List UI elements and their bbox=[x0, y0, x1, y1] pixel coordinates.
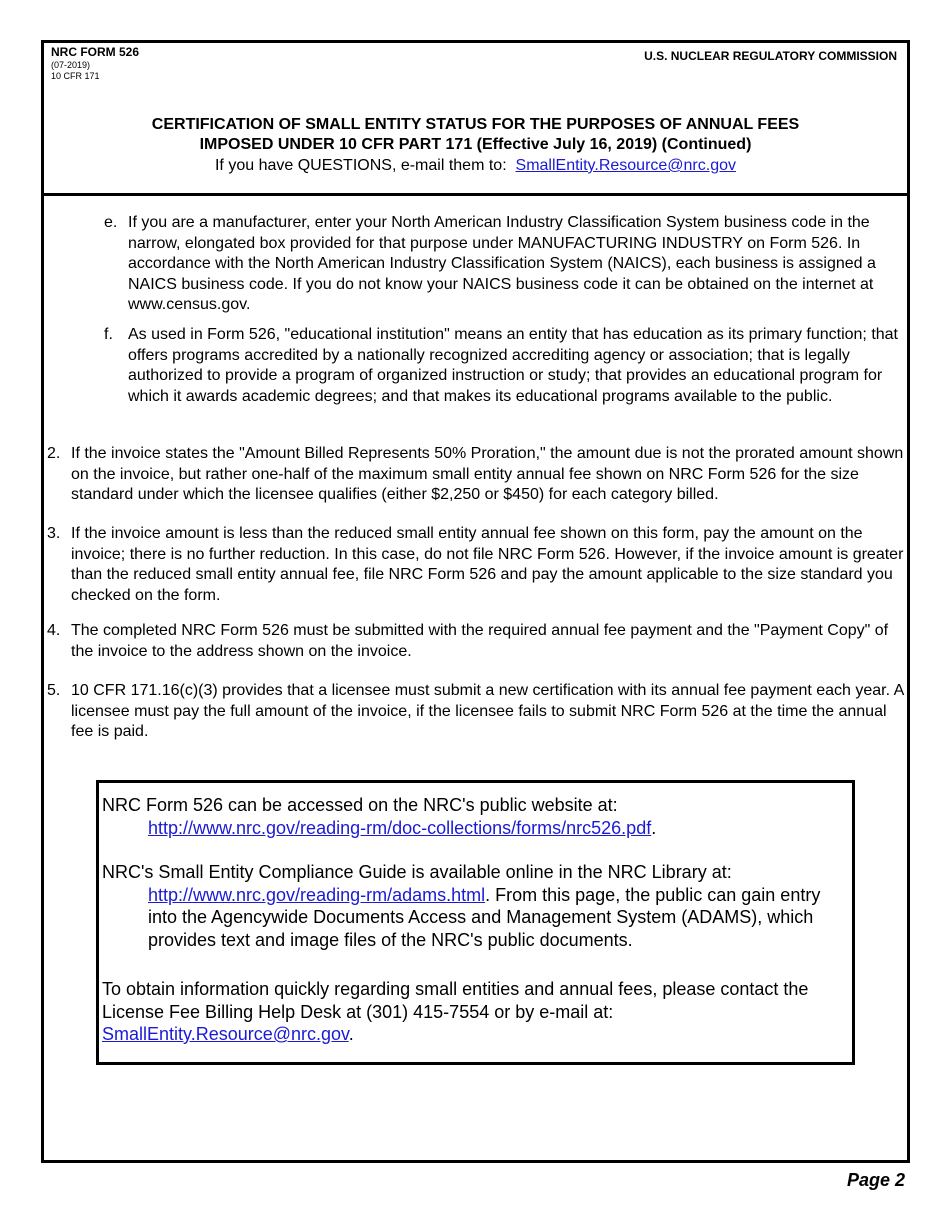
guide-suffix: From this page, the public can gain entry into the Agencywide Documents Access and Management System (ADAMS), which provides text and image files of the NRC's public documents. bbox=[148, 884, 821, 950]
form-id: NRC FORM 526 bbox=[51, 45, 140, 59]
contact-email-link[interactable]: SmallEntity.Resource@nrc.gov bbox=[102, 1024, 349, 1044]
page-title-line-2: IMPOSED UNDER 10 CFR PART 171 (Effective July 16, 2019) (Continued) bbox=[199, 136, 752, 153]
item-marker-2: 2. bbox=[47, 445, 61, 462]
form-access-paragraph: NRC Form 526 can be accessed on the NRC's public website at: http://www.nrc.gov/reading-rm/doc-collections/forms/nrc526.pdf. bbox=[102, 795, 657, 838]
contact-text: To obtain information quickly regarding small entities and annual fees, please contact the License Fee Billing Help Desk at (301) 415-7554 or by e-mail at: bbox=[102, 979, 809, 1022]
guide-link[interactable]: http://www.nrc.gov/reading-rm/adams.html bbox=[148, 884, 486, 905]
questions-text: If you have QUESTIONS, e-mail them to: bbox=[214, 157, 507, 174]
form-cfr-ref: 10 CFR 171 bbox=[51, 71, 100, 81]
guide-paragraph: NRC's Small Entity Compliance Guide is available online in the NRC Library at: http://www.nrc.gov/reading-rm/adams.html. From this page, the public can gain entry into the Agencywide Documents Access and Management System (ADAMS), which provides text and image files of the NRC's public documents. bbox=[102, 862, 821, 950]
item-marker-f: f. bbox=[104, 326, 113, 343]
page-title-line-1: CERTIFICATION OF SMALL ENTITY STATUS FOR THE PURPOSES OF ANNUAL FEES bbox=[151, 116, 800, 133]
item-4-text: The completed NRC Form 526 must be submitted with the required annual fee payment and the "Payment Copy" of the invoice to the address shown on the invoice. bbox=[71, 622, 889, 660]
page-number: Page 2 bbox=[846, 1170, 905, 1190]
resources-box bbox=[96, 780, 855, 1065]
item-marker-e: e. bbox=[104, 214, 118, 231]
guide-text: NRC's Small Entity Compliance Guide is available online in the NRC Library at: bbox=[102, 862, 732, 882]
form-revision: (07-2019) bbox=[51, 60, 91, 70]
item-3-text: If the invoice amount is less than the reduced small entity annual fee shown on this form, pay the amount on the invoice; there is no further reduction. In this case, do not file NRC Form 526. However, if the invoice amount is greater than the reduced small entity annual fee, file NRC Form 526 and pay the amount applicable to the size standard you checked on the form. bbox=[71, 525, 904, 604]
form-access-text: NRC Form 526 can be accessed on the NRC's public website at: bbox=[102, 795, 618, 815]
item-marker-5: 5. bbox=[47, 682, 61, 699]
item-5-text: 10 CFR 171.16(c)(3) provides that a licensee must submit a new certification with its annual fee payment each year. A licensee must pay the full amount of the invoice, if the licensee fails to submit NRC Form 526 at the time the annual fee is paid. bbox=[71, 682, 904, 741]
item-f-text: As used in Form 526, "educational institution" means an entity that has education as its primary function; that offers programs accredited by a nationally recognized accrediting agency or association; that is legally authorized to provide a program of organized instruction or study; that provides an educational program for which it awards academic degrees; and that makes its educational programs available to the public. bbox=[128, 326, 898, 405]
header-divider bbox=[41, 193, 910, 196]
form-access-link[interactable]: http://www.nrc.gov/reading-rm/doc-collections/forms/nrc526.pdf bbox=[148, 817, 652, 838]
questions-email-link[interactable]: SmallEntity.Resource@nrc.gov bbox=[515, 157, 736, 174]
item-2-text: If the invoice states the "Amount Billed Represents 50% Proration," the amount due is not the prorated amount shown on the invoice, but rather one-half of the maximum small entity annual fee shown on NRC Form 526 for the size standard under which the licensee qualifies (either $2,250 or $450) for each category billed. bbox=[71, 445, 904, 504]
item-marker-3: 3. bbox=[47, 525, 61, 542]
contact-paragraph: To obtain information quickly regarding small entities and annual fees, please contact the License Fee Billing Help Desk at (301) 415-7554 or by e-mail at: SmallEntity.Resource@nrc.gov. bbox=[102, 979, 809, 1044]
questions-line bbox=[44, 157, 907, 175]
item-e-text: If you are a manufacturer, enter your North American Industry Classification System business code in the narrow, elongated box provided for that purpose under MANUFACTURING INDUSTRY on Form 526. In accordance with the North American Industry Classification System (NAICS), each business is assigned a NAICS business code. If you do not know your NAICS business code it can be obtained on the internet at www.census.gov. bbox=[128, 214, 876, 314]
agency-name: U.S. NUCLEAR REGULATORY COMMISSION bbox=[644, 49, 897, 63]
item-marker-4: 4. bbox=[47, 622, 61, 639]
